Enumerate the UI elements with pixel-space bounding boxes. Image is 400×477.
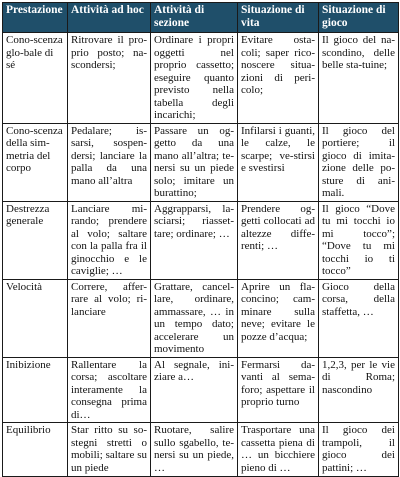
cell-situazione-di-gioco: Il gioco dei trampoli, il gioco dei pattini; … xyxy=(319,423,399,477)
table-row xyxy=(3,279,399,357)
cell-attivita-di-sezione: Ordinare i propri oggetti nel proprio cassetto; eseguire quanto previsto nella tabella degli incarichi; xyxy=(151,33,238,124)
cell-situazione-di-gioco: Il gioco del portiere; il gioco di imita-zione delle po-sture di ani-mali. xyxy=(319,123,399,201)
cell-attivita-di-sezione: Grattare, cancel-lare, ordinare, ammassare, … in un tempo dato; accelerare un movimento xyxy=(151,279,238,357)
cell-attivita-ad-hoc: Lanciare mi-rando; prendere al volo; saltare con la palla fra il ginocchio e le caviglie; … xyxy=(68,201,151,279)
cell-situazione-di-vita: Trasportare una cassetta piena di … un bicchiere pieno di … xyxy=(238,423,319,477)
performance-activity-table xyxy=(2,2,399,477)
header-row xyxy=(3,3,399,33)
cell-attivita-ad-hoc: Ritrovare il pro-prio posto; na-scondersi; xyxy=(68,33,151,124)
cell-attivita-di-sezione: Al segnale, ini-ziare a… xyxy=(151,357,238,423)
cell-attivita-di-sezione: Aggrapparsi, la-sciarsi; riasset-tare; ordinare; … xyxy=(151,201,238,279)
cell-situazione-di-gioco: Gioco della corsa, della staffetta, … xyxy=(319,279,399,357)
cell-prestazione: Destrezza generale xyxy=(3,201,68,279)
cell-prestazione: Cono-scenza glo-bale di sé xyxy=(3,33,68,124)
cell-attivita-ad-hoc: Pedalare; is-sarsi, sospen-dersi; lanciare la palla da una mano all’altra xyxy=(68,123,151,201)
cell-situazione-di-gioco: Il gioco “Dove tu mi tocchi io mi tocco”; “Dove tu mi tocchi io ti tocco” xyxy=(319,201,399,279)
table-row xyxy=(3,201,399,279)
cell-situazione-di-vita: Fermarsi da-vanti al sema-foro; aspettare il proprio turno xyxy=(238,357,319,423)
cell-situazione-di-gioco: Il gioco del na-scondino, delle belle sta-tuine; xyxy=(319,33,399,124)
table-row xyxy=(3,423,399,477)
cell-situazione-di-vita: Evitare osta-coli; saper rico-noscere situa-zioni di peri-colo; xyxy=(238,33,319,124)
cell-situazione-di-vita: Prendere og-getti collocati ad altezze diffe-renti; … xyxy=(238,201,319,279)
cell-attivita-ad-hoc: Rallentare la corsa; ascoltare interamente la consegna prima di… xyxy=(68,357,151,423)
cell-attivita-di-sezione: Ruotare, salire sullo sgabello, te-nersi su un piede, … xyxy=(151,423,238,477)
header-attivita-ad-hoc: Attività ad hoc xyxy=(68,3,151,33)
cell-situazione-di-gioco: 1,2,3, per le vie di Roma; nascondino xyxy=(319,357,399,423)
cell-situazione-di-vita: Infilarsi i guanti, le calze, le scarpe; ve-stirsi e svestirsi xyxy=(238,123,319,201)
header-situazione-di-vita: Situazione di vita xyxy=(238,3,319,33)
header-prestazione: Prestazione xyxy=(3,3,68,33)
cell-attivita-ad-hoc: Correre, affer-rare al volo; ri-lanciare xyxy=(68,279,151,357)
table-wrapper xyxy=(2,2,398,474)
header-situazione-di-gioco: Situazione di gioco xyxy=(319,3,399,33)
cell-situazione-di-vita: Aprire un fla-concino; cam-minare sulla neve; evitare le pozze d’acqua; xyxy=(238,279,319,357)
cell-prestazione: Equilibrio xyxy=(3,423,68,477)
header-attivita-di-sezione: Attività di sezione xyxy=(151,3,238,33)
cell-prestazione: Cono-scenza della sim-metria del corpo xyxy=(3,123,68,201)
cell-prestazione: Inibizione xyxy=(3,357,68,423)
cell-prestazione: Velocità xyxy=(3,279,68,357)
cell-attivita-ad-hoc: Star ritto su so-stegni stretti o mobili; saltare su un piede xyxy=(68,423,151,477)
table-row xyxy=(3,33,399,124)
cell-attivita-di-sezione: Passare un og-getto da una mano all’altra; te-nersi su un piede solo; imitare un burattino; xyxy=(151,123,238,201)
table-row xyxy=(3,123,399,201)
